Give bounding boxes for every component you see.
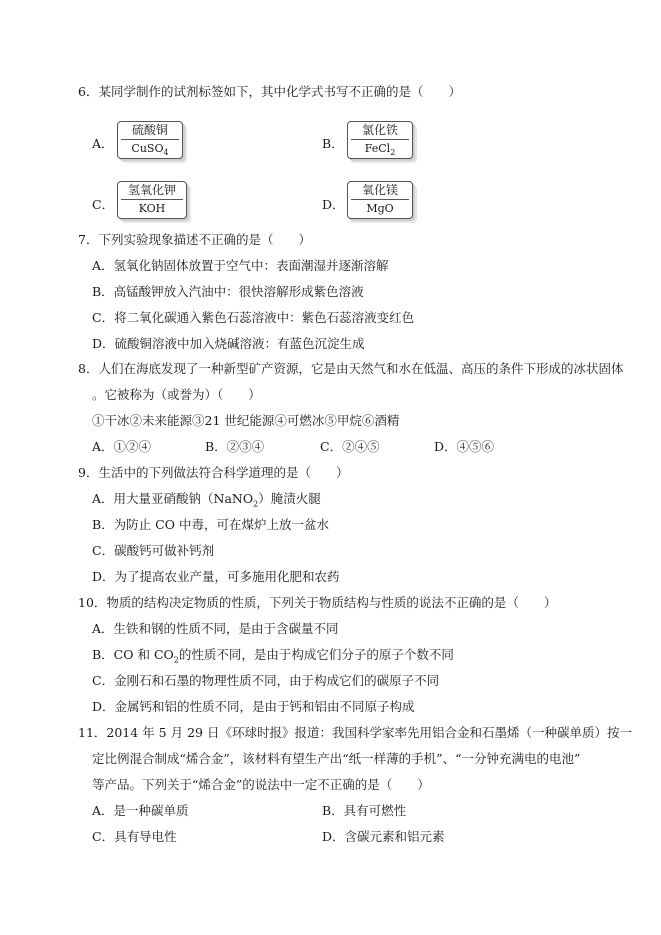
q7-option-a: A．氢氧化钠固体放置于空气中：表面潮湿并逐渐溶解: [92, 258, 389, 273]
q6-option-c-label: [117, 181, 187, 219]
q6-option-d-name: 氧化镁: [351, 182, 409, 200]
q11-option-c: C．具有导电性: [92, 829, 177, 844]
q10-option-c: C．金刚石和石墨的物理性质不同，由于构成它们的碳原子不同: [92, 673, 440, 688]
q6-option-a-name: 硫酸铜: [121, 122, 179, 140]
q6-option-a-label: [117, 121, 183, 159]
q8-option-d: D．④⑤⑥: [434, 439, 495, 454]
q10-option-b: B．CO 和 $CO_2$的性质不同，是由于构成它们分子的原子个数不同: [92, 647, 454, 665]
q11-stem-line-1: 11．2014 年 5 月 29 日《环球时报》报道：我国科学家率先用铝合金和石墨烯（一种碳单质）按一: [78, 725, 632, 740]
q6-option-b-letter: B．: [322, 136, 344, 151]
q8-option-a: A．①②④: [92, 439, 152, 454]
q11-option-b: B．具有可燃性: [322, 803, 407, 818]
q6-stem: 6．某同学制作的试剂标签如下，其中化学式书写不正确的是（ ）: [78, 84, 461, 99]
q7-option-d: D．硫酸铜溶液中加入烧碱溶液：有蓝色沉淀生成: [92, 336, 365, 351]
q8-stem-line-2: 。它被称为（或誉为）（ ）: [92, 387, 261, 402]
q6-option-b-formula: FeCl$_2$: [364, 142, 396, 158]
q6-option-a-formula: CuSO$_4$: [131, 142, 169, 158]
q11-stem-line-3: 等产品。下列关于“烯合金”的说法中一定不正确的是（ ）: [92, 777, 430, 792]
q8-option-b: B．②③④: [205, 439, 265, 454]
q7-stem: 7．下列实验现象描述不正确的是（ ）: [78, 232, 311, 247]
q9-option-a: A．用大量亚硝酸钠（NaNO$_2$）腌渍火腿: [92, 491, 321, 509]
q10-option-d: D．金属钙和铝的性质不同，是由于钙和铝由不同原子构成: [92, 699, 415, 714]
q6-option-c-letter: C．: [92, 197, 115, 212]
q7-option-b: B．高锰酸钾放入汽油中：很快溶解形成紫色溶液: [92, 284, 364, 299]
q10-option-a: A．生铁和钢的性质不同，是由于含碳量不同: [92, 621, 339, 636]
q11-option-d: D．含碳元素和铝元素: [322, 829, 445, 844]
q6-option-b-name: 氯化铁: [351, 122, 409, 140]
q6-option-d-label: [347, 181, 413, 219]
q6-option-d-letter: D．: [322, 197, 345, 212]
q9-option-b: B．为防止 CO 中毒，可在煤炉上放一盆水: [92, 517, 329, 532]
q6-option-c-name: 氢氧化钾: [121, 182, 183, 200]
q8-items: ①干冰②未来能源③21 世纪能源④可燃冰⑤甲烷⑥酒精: [92, 413, 400, 428]
q9-option-c: C．碳酸钙可做补钙剂: [92, 543, 215, 558]
q11-stem-line-2: 定比例混合制成“烯合金”，该材料有望生产出“纸一样薄的手机”、“一分钟充满电的电池”: [92, 751, 581, 766]
q6-option-d-formula: MgO: [366, 202, 394, 215]
q7-option-c: C．将二氧化碳通入紫色石蕊溶液中：紫色石蕊溶液变红色: [92, 310, 415, 325]
q6-option-b-label: [347, 121, 413, 159]
q8-stem-line-1: 8．人们在海底发现了一种新型矿产资源，它是由天然气和水在低温、高压的条件下形成的冰状固体: [78, 361, 624, 376]
q10-stem: 10．物质的结构决定物质的性质，下列关于物质结构与性质的说法不正确的是（ ）: [78, 595, 557, 610]
q11-option-a: A．是一种碳单质: [92, 803, 189, 818]
q6-option-c-formula: KOH: [138, 202, 166, 215]
q8-option-c: C．②④⑤: [320, 439, 380, 454]
q6-option-a-letter: A．: [92, 136, 114, 151]
q9-stem: 9．生活中的下列做法符合科学道理的是（ ）: [78, 465, 349, 480]
q9-option-d: D．为了提高农业产量，可多施用化肥和农药: [92, 569, 340, 584]
